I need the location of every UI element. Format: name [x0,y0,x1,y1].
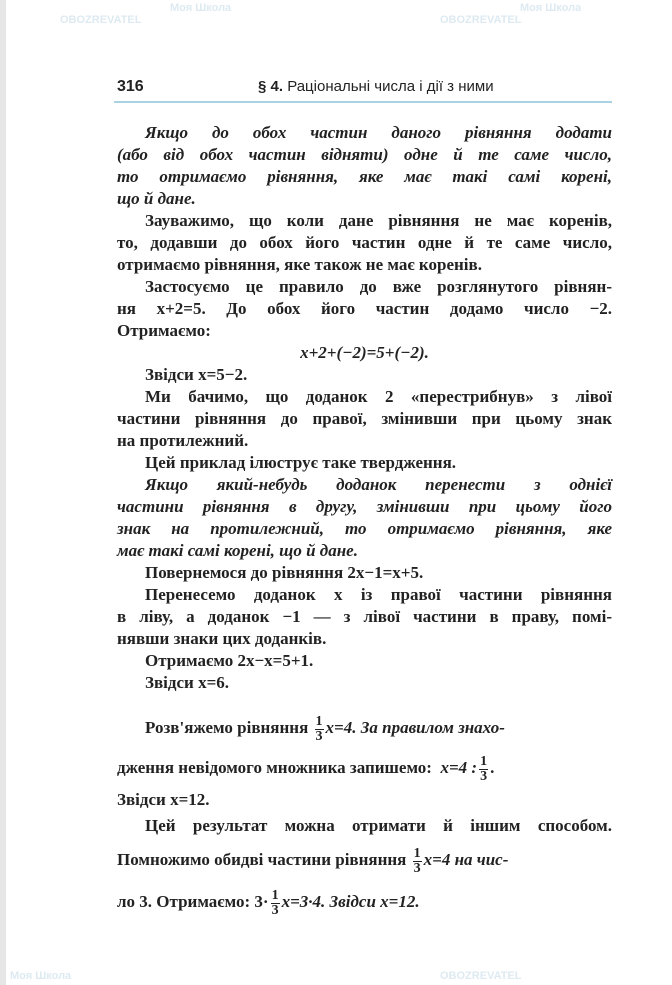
text: x=4. За правилом знахо- [325,718,505,737]
running-header [258,78,494,95]
rule-text-line: знак на протилежний, то отримаємо рівняння, яке [117,519,612,538]
fraction [479,755,488,784]
fraction [413,847,422,876]
text-line: Звідси x=5−2. [145,365,248,384]
text: x=3·4. Звідси x=12. [281,892,420,911]
text-line-fraction [117,843,612,877]
text-line: в ліву, а доданок −1 — з лівої частини в праву, помі- [117,607,612,626]
text-line: частини рівняння до правої, змінивши при цьому знак [117,409,612,428]
page-edge [0,0,6,985]
rule-text-line: Якщо який-небудь доданок перенести з однієї [145,475,612,494]
text-line: Цей результат можна отримати й іншим способом. [145,816,612,835]
numerator: 1 [315,713,323,729]
text-line-fraction [145,711,612,745]
text-line: Повернемося до рівняння 2x−1=x+5. [145,563,424,582]
denominator: 3 [413,860,421,876]
denominator: 3 [480,768,488,784]
rule-text-line: то отримаємо рівняння, яке має такі самі корені, [117,167,612,186]
rule-text-line: Якщо до обох частин даного рівняння додати [145,123,612,142]
equation: x+2+(−2)=5+(−2). [300,343,429,362]
watermark: Моя Школа [520,2,582,14]
text: дження невідомого множника запишемо: [117,758,432,777]
text-line-fraction [117,885,612,919]
text-line: нявши знаки цих доданків. [117,629,327,648]
watermark: Моя Школа [170,2,232,14]
text-line: Перенесемо доданок x із правої частини рівняння [145,585,612,604]
text: ло 3. Отримаємо: 3· [117,892,269,911]
numerator: 1 [413,845,421,861]
text-line: то, додавши до обох його частин одне й те саме число, [117,233,612,252]
watermark: OBOZREVATEL [440,970,522,982]
numerator: 1 [271,887,279,903]
denominator: 3 [315,728,323,744]
denominator: 3 [271,902,279,918]
text-line: Отримаємо: [117,321,211,340]
section-number: § 4. [258,78,284,95]
text: x=4 : [440,758,478,777]
text-line: Ми бачимо, що доданок 2 «перестрибнув» з лівої [145,387,612,406]
text: . [490,758,495,777]
text-line: Цей приклад ілюструє таке твердження. [145,453,457,472]
text-line: Звідси x=12. [117,790,210,809]
text-line: Застосуємо це правило до вже розглянутого рівнян- [145,277,612,296]
text-line: на протилежний. [117,431,249,450]
text: Розв'яжемо рівняння [145,718,309,737]
rule-text-line: має такі самі корені, що й дане. [117,541,358,560]
rule-text-line: частини рівняння в другу, змінивши при цьому його [117,497,612,516]
text-line: Зауважимо, що коли дане рівняння не має коренів, [145,211,612,230]
text-line: отримаємо рівняння, яке також не має коренів. [117,255,482,274]
rule-text-line: що й дане. [117,189,196,208]
text-line-fraction [117,751,612,785]
header-rule [114,101,612,103]
text: x=4 на чис- [423,850,509,869]
text-line: Звідси x=6. [145,673,230,692]
rule-text-line: (або від обох частин відняти) одне й те саме число, [117,145,612,164]
text: Помножимо обидві частини рівняння [117,850,407,869]
watermark: Моя Школа [10,970,72,982]
chapter-title: Раціональні числа і дії з ними [287,78,494,95]
page-number: 316 [117,78,144,95]
text-line: ня x+2=5. До обох його частин додамо число −2. [117,299,612,318]
numerator: 1 [480,753,488,769]
watermark: OBOZREVATEL [60,14,142,26]
text-line: Отримаємо 2x−x=5+1. [145,651,314,670]
fraction [271,889,280,918]
fraction [315,715,324,744]
watermark: OBOZREVATEL [440,14,522,26]
